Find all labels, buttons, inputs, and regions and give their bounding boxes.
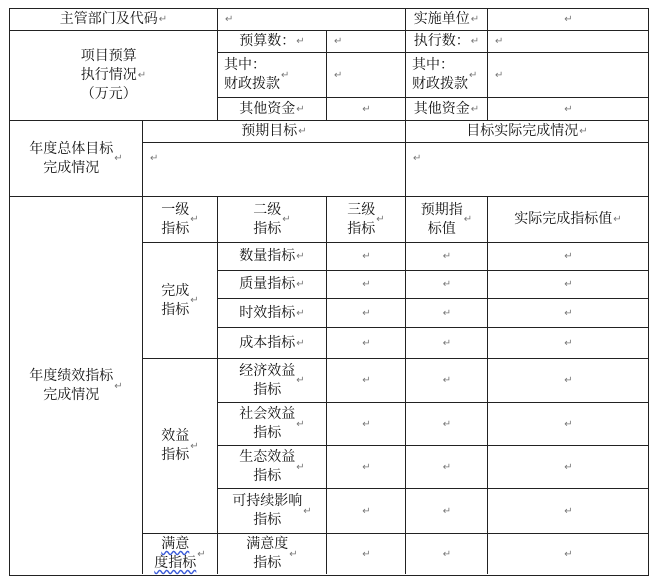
- indicator-actual-cell[interactable]: [487, 327, 648, 358]
- return-mark-icon: ↵: [362, 375, 371, 386]
- return-mark-icon: ↵: [362, 103, 371, 115]
- return-mark-icon: ↵: [470, 103, 480, 115]
- exec-label: [405, 30, 487, 52]
- return-mark-icon: ↵: [362, 337, 371, 349]
- return-mark-icon: ↵: [442, 251, 452, 262]
- other-budget-value[interactable]: [326, 97, 405, 120]
- goals-section-label: [9, 120, 142, 196]
- indicator-actual-cell[interactable]: [487, 445, 648, 488]
- return-mark-icon: ↵: [137, 70, 147, 81]
- indicator-level3-cell[interactable]: [326, 402, 405, 445]
- indicator-item-name-text: 可持续影响 指标: [232, 493, 303, 528]
- indicator-group-2: [142, 358, 217, 533]
- return-mark-icon: ↵: [296, 36, 305, 47]
- indicator-actual-cell[interactable]: [487, 358, 648, 402]
- column-header-1: [142, 196, 217, 242]
- indicator-level3-cell[interactable]: [326, 533, 405, 574]
- indicator-expected-cell[interactable]: [405, 298, 487, 327]
- indicator-level3-cell[interactable]: [326, 445, 405, 488]
- table-right-border: [648, 8, 649, 576]
- return-mark-icon: ↵: [564, 418, 573, 430]
- fiscal-exec-value[interactable]: [487, 52, 648, 97]
- column-header-5: [487, 196, 648, 242]
- column-header-4: [405, 196, 487, 242]
- return-mark-icon: ↵: [197, 548, 206, 560]
- indicator-level3-cell[interactable]: [326, 270, 405, 298]
- return-mark-icon: ↵: [303, 505, 312, 517]
- indicator-expected-cell[interactable]: [405, 533, 487, 574]
- fiscal-budget-label: [217, 52, 326, 97]
- indicator-level3-cell[interactable]: [326, 298, 405, 327]
- return-mark-icon: ↵: [296, 307, 305, 319]
- expected-goal-header: [142, 120, 405, 142]
- indicator-actual-cell[interactable]: [487, 270, 648, 298]
- expected-goal-value[interactable]: [142, 142, 405, 196]
- return-mark-icon: ↵: [190, 440, 199, 452]
- return-mark-icon: ↵: [334, 36, 343, 47]
- fiscal-budget-value[interactable]: [326, 52, 405, 97]
- indicator-expected-cell[interactable]: [405, 327, 487, 358]
- return-mark-icon: ↵: [442, 505, 452, 517]
- indicator-actual-cell[interactable]: [487, 242, 648, 270]
- unit-value[interactable]: [487, 8, 648, 30]
- exec-label-text: 执行数：: [413, 33, 470, 49]
- indicator-item-name-text: 时效指标: [239, 304, 296, 321]
- return-mark-icon: ↵: [470, 14, 480, 25]
- indicator-item-name: [217, 270, 326, 298]
- other-budget-label: [217, 97, 326, 120]
- unit-label-text: 实施单位: [413, 11, 470, 27]
- return-mark-icon: ↵: [362, 418, 371, 430]
- return-mark-icon: ↵: [613, 214, 622, 225]
- fiscal-budget-label-text: 其中： 财政拨款: [224, 57, 280, 92]
- return-mark-icon: ↵: [442, 375, 452, 386]
- indicator-actual-cell[interactable]: [487, 533, 648, 574]
- return-mark-icon: ↵: [564, 103, 573, 115]
- indicator-expected-cell[interactable]: [405, 358, 487, 402]
- return-mark-icon: ↵: [362, 548, 371, 560]
- indicator-group-3-text: 满意 度指标: [154, 536, 197, 571]
- dept-label-text: 主管部门及代码: [59, 11, 158, 27]
- fiscal-exec-label: [405, 52, 487, 97]
- indicator-item-name-text: 质量指标: [239, 276, 296, 292]
- budget-label-text: 预算数：: [239, 33, 296, 49]
- indicator-expected-cell[interactable]: [405, 445, 487, 488]
- return-mark-icon: ↵: [298, 126, 307, 137]
- indicator-item-name: [217, 445, 326, 488]
- column-header-2: [217, 196, 326, 242]
- return-mark-icon: ↵: [564, 251, 573, 262]
- fiscal-exec-label-text: 其中： 财政拨款: [412, 57, 468, 92]
- indicator-item-name-text: 满意度 指标: [246, 536, 289, 571]
- return-mark-icon: ↵: [564, 505, 573, 517]
- other-exec-value[interactable]: [487, 97, 648, 120]
- return-mark-icon: ↵: [495, 69, 504, 81]
- return-mark-icon: ↵: [296, 251, 305, 262]
- indicator-item-name: [217, 358, 326, 402]
- other-exec-label-text: 其他资金: [413, 100, 470, 117]
- dept-value[interactable]: [217, 8, 405, 30]
- unit-label: [405, 8, 487, 30]
- column-header-3-text: 三级 指标: [347, 201, 376, 237]
- indicator-item-name: [217, 327, 326, 358]
- return-mark-icon: ↵: [469, 69, 478, 81]
- return-mark-icon: ↵: [225, 14, 234, 25]
- indicator-item-name: [217, 242, 326, 270]
- return-mark-icon: ↵: [564, 279, 573, 290]
- return-mark-icon: ↵: [190, 295, 199, 306]
- indicator-expected-cell[interactable]: [405, 242, 487, 270]
- indicator-item-name: [217, 488, 326, 533]
- indicator-level3-cell[interactable]: [326, 358, 405, 402]
- indicator-group-1-text: 完成 指标: [161, 282, 190, 318]
- return-mark-icon: ↵: [564, 337, 573, 349]
- return-mark-icon: ↵: [114, 153, 123, 164]
- table-bottom-border: [9, 575, 649, 576]
- return-mark-icon: ↵: [296, 461, 305, 473]
- return-mark-icon: ↵: [376, 214, 385, 225]
- expected-goal-header-text: 预期目标: [241, 123, 298, 139]
- indicator-level3-cell[interactable]: [326, 488, 405, 533]
- column-header-1-text: 一级 指标: [161, 201, 190, 237]
- indicator-expected-cell[interactable]: [405, 270, 487, 298]
- indicator-item-name-text: 生态效益 指标: [239, 449, 296, 484]
- return-mark-icon: ↵: [362, 279, 371, 290]
- return-mark-icon: ↵: [282, 214, 291, 225]
- return-mark-icon: ↵: [564, 14, 573, 25]
- return-mark-icon: ↵: [296, 418, 305, 430]
- return-mark-icon: ↵: [564, 307, 573, 319]
- return-mark-icon: ↵: [564, 548, 573, 560]
- column-header-2-text: 二级 指标: [253, 201, 282, 237]
- return-mark-icon: ↵: [442, 418, 452, 430]
- return-mark-icon: ↵: [564, 375, 573, 386]
- return-mark-icon: ↵: [158, 14, 168, 25]
- return-mark-icon: ↵: [442, 307, 452, 319]
- budget-value[interactable]: [326, 30, 405, 52]
- return-mark-icon: ↵: [296, 279, 305, 290]
- return-mark-icon: ↵: [289, 548, 298, 560]
- indicator-level3-cell[interactable]: [326, 327, 405, 358]
- return-mark-icon: ↵: [362, 307, 371, 319]
- actual-goal-header-text: 目标实际完成情况: [466, 123, 579, 139]
- indicator-expected-cell[interactable]: [405, 488, 487, 533]
- return-mark-icon: ↵: [334, 69, 343, 81]
- return-mark-icon: ↵: [413, 153, 422, 164]
- return-mark-icon: ↵: [442, 548, 452, 560]
- return-mark-icon: ↵: [362, 505, 371, 517]
- indicator-actual-cell[interactable]: [487, 298, 648, 327]
- indicator-group-3: [142, 533, 217, 574]
- return-mark-icon: ↵: [442, 337, 452, 349]
- return-mark-icon: ↵: [442, 461, 452, 473]
- budget-section-label: [9, 30, 217, 120]
- return-mark-icon: ↵: [362, 461, 371, 473]
- budget-label: [217, 30, 326, 52]
- budget-section-label-text: 项目预算 执行情况 （万元）: [80, 48, 137, 102]
- indicator-item-name-text: 社会效益 指标: [239, 406, 296, 441]
- return-mark-icon: ↵: [296, 103, 305, 115]
- indicator-item-name: [217, 402, 326, 445]
- column-header-3: [326, 196, 405, 242]
- actual-goal-header: [405, 120, 648, 142]
- return-mark-icon: ↵: [495, 36, 504, 47]
- return-mark-icon: ↵: [296, 337, 305, 349]
- indicator-actual-cell[interactable]: [487, 402, 648, 445]
- indicator-item-name-text: 经济效益 指标: [239, 362, 296, 398]
- indicators-section-label: [9, 196, 142, 575]
- other-exec-label: [405, 97, 487, 120]
- column-header-4-text: 预期指 标值: [420, 201, 463, 237]
- return-mark-icon: ↵: [442, 279, 452, 290]
- return-mark-icon: ↵: [579, 126, 588, 137]
- return-mark-icon: ↵: [114, 380, 123, 392]
- return-mark-icon: ↵: [564, 461, 573, 473]
- indicator-item-name: [217, 533, 326, 574]
- return-mark-icon: ↵: [362, 251, 371, 262]
- return-mark-icon: ↵: [150, 153, 159, 164]
- indicator-group-2-text: 效益 指标: [161, 428, 190, 463]
- dept-label: [9, 8, 217, 30]
- indicator-expected-cell[interactable]: [405, 402, 487, 445]
- exec-value[interactable]: [487, 30, 648, 52]
- indicator-item-name-text: 成本指标: [239, 334, 296, 351]
- column-header-5-text: 实际完成指标值: [514, 211, 613, 227]
- indicator-level3-cell[interactable]: [326, 242, 405, 270]
- goals-section-label-text: 年度总体目标 完成情况: [29, 140, 114, 176]
- return-mark-icon: ↵: [470, 36, 480, 47]
- return-mark-icon: ↵: [463, 214, 473, 225]
- indicator-item-name: [217, 298, 326, 327]
- indicator-group-1: [142, 242, 217, 358]
- indicators-section-label-text: 年度绩效指标 完成情况: [29, 368, 114, 403]
- indicator-actual-cell[interactable]: [487, 488, 648, 533]
- return-mark-icon: ↵: [281, 69, 290, 81]
- indicator-item-name-text: 数量指标: [239, 248, 296, 264]
- actual-goal-value[interactable]: [405, 142, 648, 196]
- other-budget-label-text: 其他资金: [239, 100, 296, 117]
- return-mark-icon: ↵: [190, 214, 199, 225]
- return-mark-icon: ↵: [296, 375, 305, 386]
